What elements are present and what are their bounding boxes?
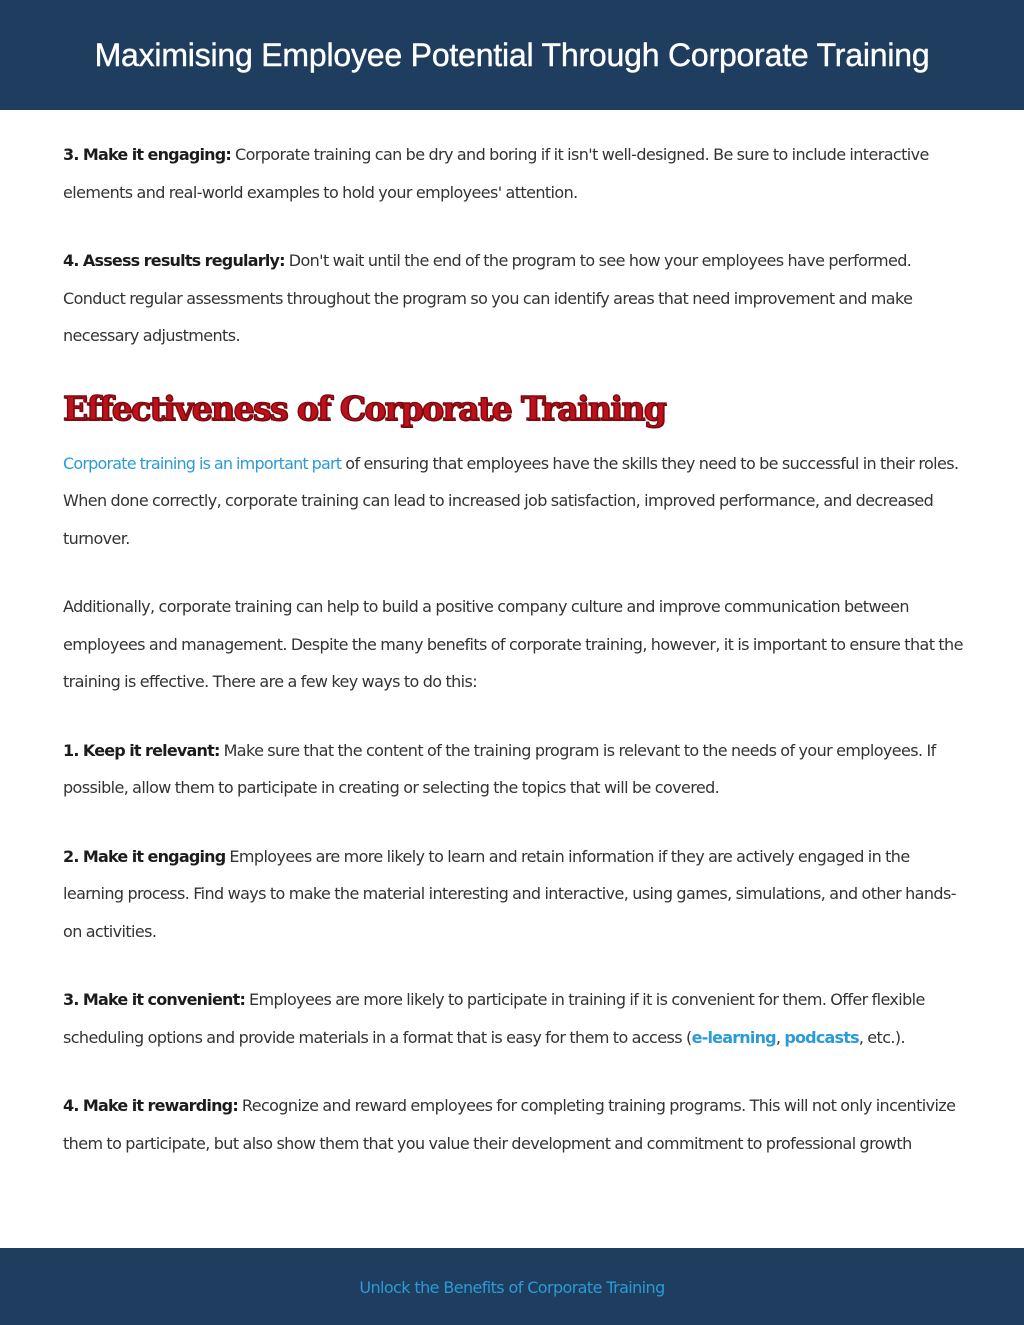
podcasts-link[interactable]: podcasts bbox=[784, 1027, 859, 1047]
page-title: Maximising Employee Potential Through Corporate Training bbox=[94, 36, 930, 73]
intro-item-label: 4. Assess results regularly: bbox=[63, 251, 285, 270]
intro-item-assess-results bbox=[63, 242, 963, 355]
way-item-label: 3. Make it convenient: bbox=[63, 990, 246, 1009]
page-footer bbox=[0, 1248, 1024, 1325]
way-item-label: 4. Make it rewarding: bbox=[63, 1096, 238, 1115]
way-item-text: Make sure that the content of the training program is relevant to the needs of your employees. If possible, allow them to participate in creating or selecting the topics that will be covered. bbox=[63, 740, 936, 797]
section-paragraph-2: Additionally, corporate training can help to build a positive company culture and improve communication between employees and management. Despite the many benefits of corporate training, however, it is important to ensure that the training is effective. There are a few key ways to do this: bbox=[63, 597, 963, 691]
page-header bbox=[0, 0, 1024, 110]
way-item-make-engaging bbox=[63, 838, 963, 951]
intro-item-label: 3. Make it engaging: bbox=[63, 145, 232, 164]
footer-benefits-link[interactable]: Unlock the Benefits of Corporate Training bbox=[359, 1278, 665, 1297]
intro-item-text: Corporate training can be dry and boring if it isn't well-designed. Be sure to include interactive elements and real-world examples to hold your employees' attention. bbox=[63, 145, 929, 202]
intro-item-make-engaging bbox=[63, 136, 963, 211]
way-item-make-rewarding bbox=[63, 1087, 963, 1162]
way-item-tail: , etc.). bbox=[858, 1027, 906, 1047]
article-body bbox=[63, 136, 963, 1162]
way-item-text: Employees are more likely to participate in training if it is convenient for them. Offer flexible scheduling options and provide materials in a format that is easy for them to access ( bbox=[63, 990, 925, 1047]
way-item-make-convenient bbox=[63, 981, 963, 1056]
intro-item-text: Don't wait until the end of the program to see how your employees have performed. Conduct regular assessments throughout the program so you can identify areas that need improvement and make necessary adjustments. bbox=[63, 251, 913, 345]
way-item-keep-relevant bbox=[63, 732, 963, 807]
way-item-text: Recognize and reward employees for completing training programs. This will not only incentivize them to participate, but also show them that you value their development and commitment to professional growth bbox=[63, 1096, 956, 1153]
way-item-label: 1. Keep it relevant: bbox=[63, 740, 220, 760]
link-separator: , bbox=[775, 1027, 785, 1047]
section-heading: Effectiveness of Corporate Training bbox=[63, 388, 666, 428]
way-item-label: 2. Make it engaging bbox=[63, 846, 226, 866]
e-learning-link[interactable]: e-learning bbox=[691, 1027, 776, 1047]
corporate-training-link[interactable]: Corporate training is an important part bbox=[63, 453, 342, 473]
way-item-text: Employees are more likely to learn and retain information if they are actively engaged in the learning process. Find ways to make the material interesting and interactive, using games, simulations, and other hands-on activities. bbox=[63, 846, 956, 941]
section-paragraph-1 bbox=[63, 445, 963, 558]
paragraph-text: of ensuring that employees have the skills they need to be successful in their roles. When done correctly, corporate training can lead to increased job satisfaction, improved performance, and decreased turnover. bbox=[63, 453, 959, 548]
